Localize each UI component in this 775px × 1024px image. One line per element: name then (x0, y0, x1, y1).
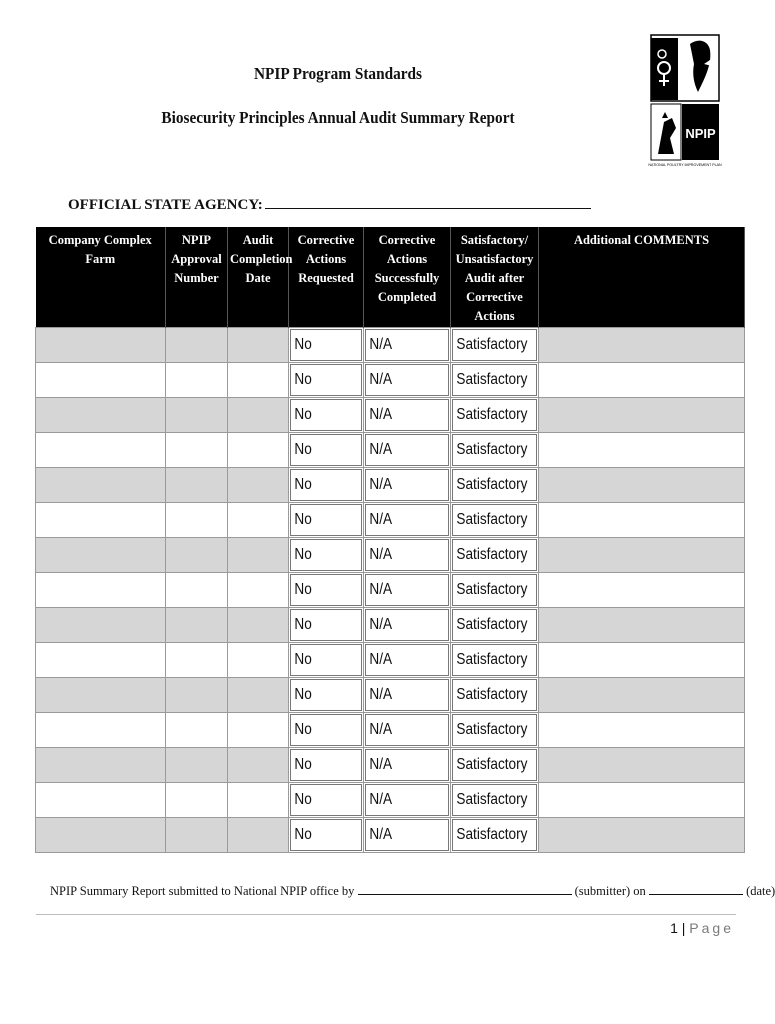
company-cell[interactable] (36, 748, 166, 783)
comments-cell[interactable] (539, 328, 745, 363)
audit-result-select[interactable]: Satisfactory (451, 713, 539, 748)
footer-divider (36, 914, 736, 915)
col-header-approval: NPIP Approval Number (166, 227, 228, 328)
approval-number-cell[interactable] (166, 783, 228, 818)
company-cell[interactable] (36, 503, 166, 538)
company-cell[interactable] (36, 328, 166, 363)
actions-requested-select[interactable]: No (289, 643, 364, 678)
submission-footer (50, 884, 775, 899)
actions-completed-select[interactable]: N/A (364, 818, 451, 853)
audit-result-select[interactable]: Satisfactory (451, 503, 539, 538)
comments-cell[interactable] (539, 573, 745, 608)
completion-date-cell[interactable] (228, 818, 289, 853)
audit-result-select[interactable]: Satisfactory (451, 608, 539, 643)
completion-date-cell[interactable] (228, 398, 289, 433)
comments-cell[interactable] (539, 398, 745, 433)
comments-cell[interactable] (539, 433, 745, 468)
company-cell[interactable] (36, 643, 166, 678)
actions-completed-select[interactable]: N/A (364, 678, 451, 713)
comments-cell[interactable] (539, 643, 745, 678)
table-row (36, 468, 745, 503)
completion-date-cell[interactable] (228, 328, 289, 363)
actions-completed-select[interactable]: N/A (364, 503, 451, 538)
comments-cell[interactable] (539, 818, 745, 853)
actions-requested-select[interactable]: No (289, 573, 364, 608)
approval-number-cell[interactable] (166, 398, 228, 433)
audit-result-select[interactable]: Satisfactory (451, 748, 539, 783)
submitter-label: (submitter) on (574, 884, 646, 898)
svg-text:NPIP: NPIP (685, 126, 716, 141)
company-cell[interactable] (36, 573, 166, 608)
actions-requested-select[interactable]: No (289, 398, 364, 433)
approval-number-cell[interactable] (166, 503, 228, 538)
actions-completed-select[interactable]: N/A (364, 713, 451, 748)
approval-number-cell[interactable] (166, 678, 228, 713)
table-row (36, 538, 745, 573)
col-header-comments: Additional COMMENTS (539, 227, 745, 328)
npip-logo (650, 34, 720, 168)
actions-completed-select[interactable]: N/A (364, 328, 451, 363)
actions-completed-select[interactable]: N/A (364, 468, 451, 503)
completion-date-cell[interactable] (228, 433, 289, 468)
actions-completed-select[interactable]: N/A (364, 398, 451, 433)
company-cell[interactable] (36, 713, 166, 748)
actions-requested-select[interactable]: No (289, 818, 364, 853)
actions-requested-select[interactable]: No (289, 363, 364, 398)
actions-completed-select[interactable]: N/A (364, 363, 451, 398)
audit-result-select[interactable]: Satisfactory (451, 363, 539, 398)
actions-completed-select[interactable]: N/A (364, 433, 451, 468)
col-header-completed: Corrective Actions Successfully Completed (364, 227, 451, 328)
actions-requested-select[interactable]: No (289, 748, 364, 783)
completion-date-cell[interactable] (228, 713, 289, 748)
actions-requested-select[interactable]: No (289, 468, 364, 503)
approval-number-cell[interactable] (166, 468, 228, 503)
table-row (36, 503, 745, 538)
page-number: 1 | Page (670, 920, 734, 936)
table-row (36, 643, 745, 678)
page-title: NPIP Program Standards (253, 64, 423, 83)
table-row (36, 818, 745, 853)
approval-number-cell[interactable] (166, 643, 228, 678)
completion-date-cell[interactable] (228, 783, 289, 818)
actions-completed-select[interactable]: N/A (364, 643, 451, 678)
company-cell[interactable] (36, 818, 166, 853)
table-row (36, 748, 745, 783)
col-header-requested: Corrective Actions Requested (289, 227, 364, 328)
approval-number-cell[interactable] (166, 573, 228, 608)
page-subtitle: Biosecurity Principles Annual Audit Summary Report (161, 108, 515, 127)
audit-result-select[interactable]: Satisfactory (451, 538, 539, 573)
approval-number-cell[interactable] (166, 433, 228, 468)
company-cell[interactable] (36, 608, 166, 643)
agency-label: OFFICIAL STATE AGENCY: (68, 197, 263, 213)
completion-date-cell[interactable] (228, 748, 289, 783)
actions-completed-select[interactable]: N/A (364, 573, 451, 608)
approval-number-cell[interactable] (166, 328, 228, 363)
col-header-date: Audit Completion Date (228, 227, 289, 328)
table-row (36, 783, 745, 818)
audit-result-select[interactable]: Satisfactory (451, 678, 539, 713)
table-row (36, 713, 745, 748)
completion-date-cell[interactable] (228, 643, 289, 678)
submitter-field[interactable] (358, 884, 572, 895)
actions-completed-select[interactable]: N/A (364, 538, 451, 573)
approval-number-cell[interactable] (166, 608, 228, 643)
actions-requested-select[interactable]: No (289, 328, 364, 363)
actions-requested-select[interactable]: No (289, 678, 364, 713)
approval-number-cell[interactable] (166, 713, 228, 748)
table-row (36, 363, 745, 398)
approval-number-cell[interactable] (166, 538, 228, 573)
official-state-agency (68, 194, 591, 214)
date-field[interactable] (649, 884, 743, 895)
audit-result-select[interactable]: Satisfactory (451, 433, 539, 468)
actions-requested-select[interactable]: No (289, 538, 364, 573)
approval-number-cell[interactable] (166, 818, 228, 853)
comments-cell[interactable] (539, 503, 745, 538)
audit-result-select[interactable]: Satisfactory (451, 818, 539, 853)
sex-symbol-panel (651, 38, 678, 100)
approval-number-cell[interactable] (166, 748, 228, 783)
audit-result-select[interactable]: Satisfactory (451, 783, 539, 818)
company-cell[interactable] (36, 363, 166, 398)
comments-cell[interactable] (539, 748, 745, 783)
audit-table (35, 227, 745, 853)
company-cell[interactable] (36, 468, 166, 503)
table-row (36, 398, 745, 433)
completion-date-cell[interactable] (228, 363, 289, 398)
audit-result-select[interactable]: Satisfactory (451, 468, 539, 503)
comments-cell[interactable] (539, 468, 745, 503)
comments-cell[interactable] (539, 713, 745, 748)
audit-result-select[interactable]: Satisfactory (451, 643, 539, 678)
actions-requested-select[interactable]: No (289, 608, 364, 643)
completion-date-cell[interactable] (228, 468, 289, 503)
footer-text: NPIP Summary Report submitted to National NPIP office by (50, 884, 355, 898)
table-row (36, 678, 745, 713)
table-row (36, 573, 745, 608)
col-header-result: Satisfactory/ Unsatisfactory Audit after Corrective Actions (451, 227, 539, 328)
audit-result-select[interactable]: Satisfactory (451, 398, 539, 433)
actions-completed-select[interactable]: N/A (364, 783, 451, 818)
comments-cell[interactable] (539, 783, 745, 818)
actions-requested-select[interactable]: No (289, 783, 364, 818)
actions-completed-select[interactable]: N/A (364, 748, 451, 783)
completion-date-cell[interactable] (228, 503, 289, 538)
company-cell[interactable] (36, 433, 166, 468)
company-cell[interactable] (36, 398, 166, 433)
actions-completed-select[interactable]: N/A (364, 608, 451, 643)
comments-cell[interactable] (539, 678, 745, 713)
table-row (36, 608, 745, 643)
date-label: (date) (746, 884, 775, 898)
agency-field[interactable] (265, 194, 591, 209)
company-cell[interactable] (36, 783, 166, 818)
company-cell[interactable] (36, 678, 166, 713)
actions-requested-select[interactable]: No (289, 503, 364, 538)
actions-requested-select[interactable]: No (289, 433, 364, 468)
col-header-company: Company Complex Farm (36, 227, 166, 328)
audit-result-select[interactable]: Satisfactory (451, 328, 539, 363)
comments-cell[interactable] (539, 538, 745, 573)
approval-number-cell[interactable] (166, 363, 228, 398)
audit-result-select[interactable]: Satisfactory (451, 573, 539, 608)
table-row (36, 328, 745, 363)
table-row (36, 433, 745, 468)
completion-date-cell[interactable] (228, 538, 289, 573)
actions-requested-select[interactable]: No (289, 713, 364, 748)
table-header-row (36, 227, 745, 328)
completion-date-cell[interactable] (228, 608, 289, 643)
comments-cell[interactable] (539, 608, 745, 643)
completion-date-cell[interactable] (228, 573, 289, 608)
completion-date-cell[interactable] (228, 678, 289, 713)
company-cell[interactable] (36, 538, 166, 573)
svg-text:NATIONAL POULTRY IMPROVEMENT P: NATIONAL POULTRY IMPROVEMENT PLAN (648, 163, 722, 167)
comments-cell[interactable] (539, 363, 745, 398)
